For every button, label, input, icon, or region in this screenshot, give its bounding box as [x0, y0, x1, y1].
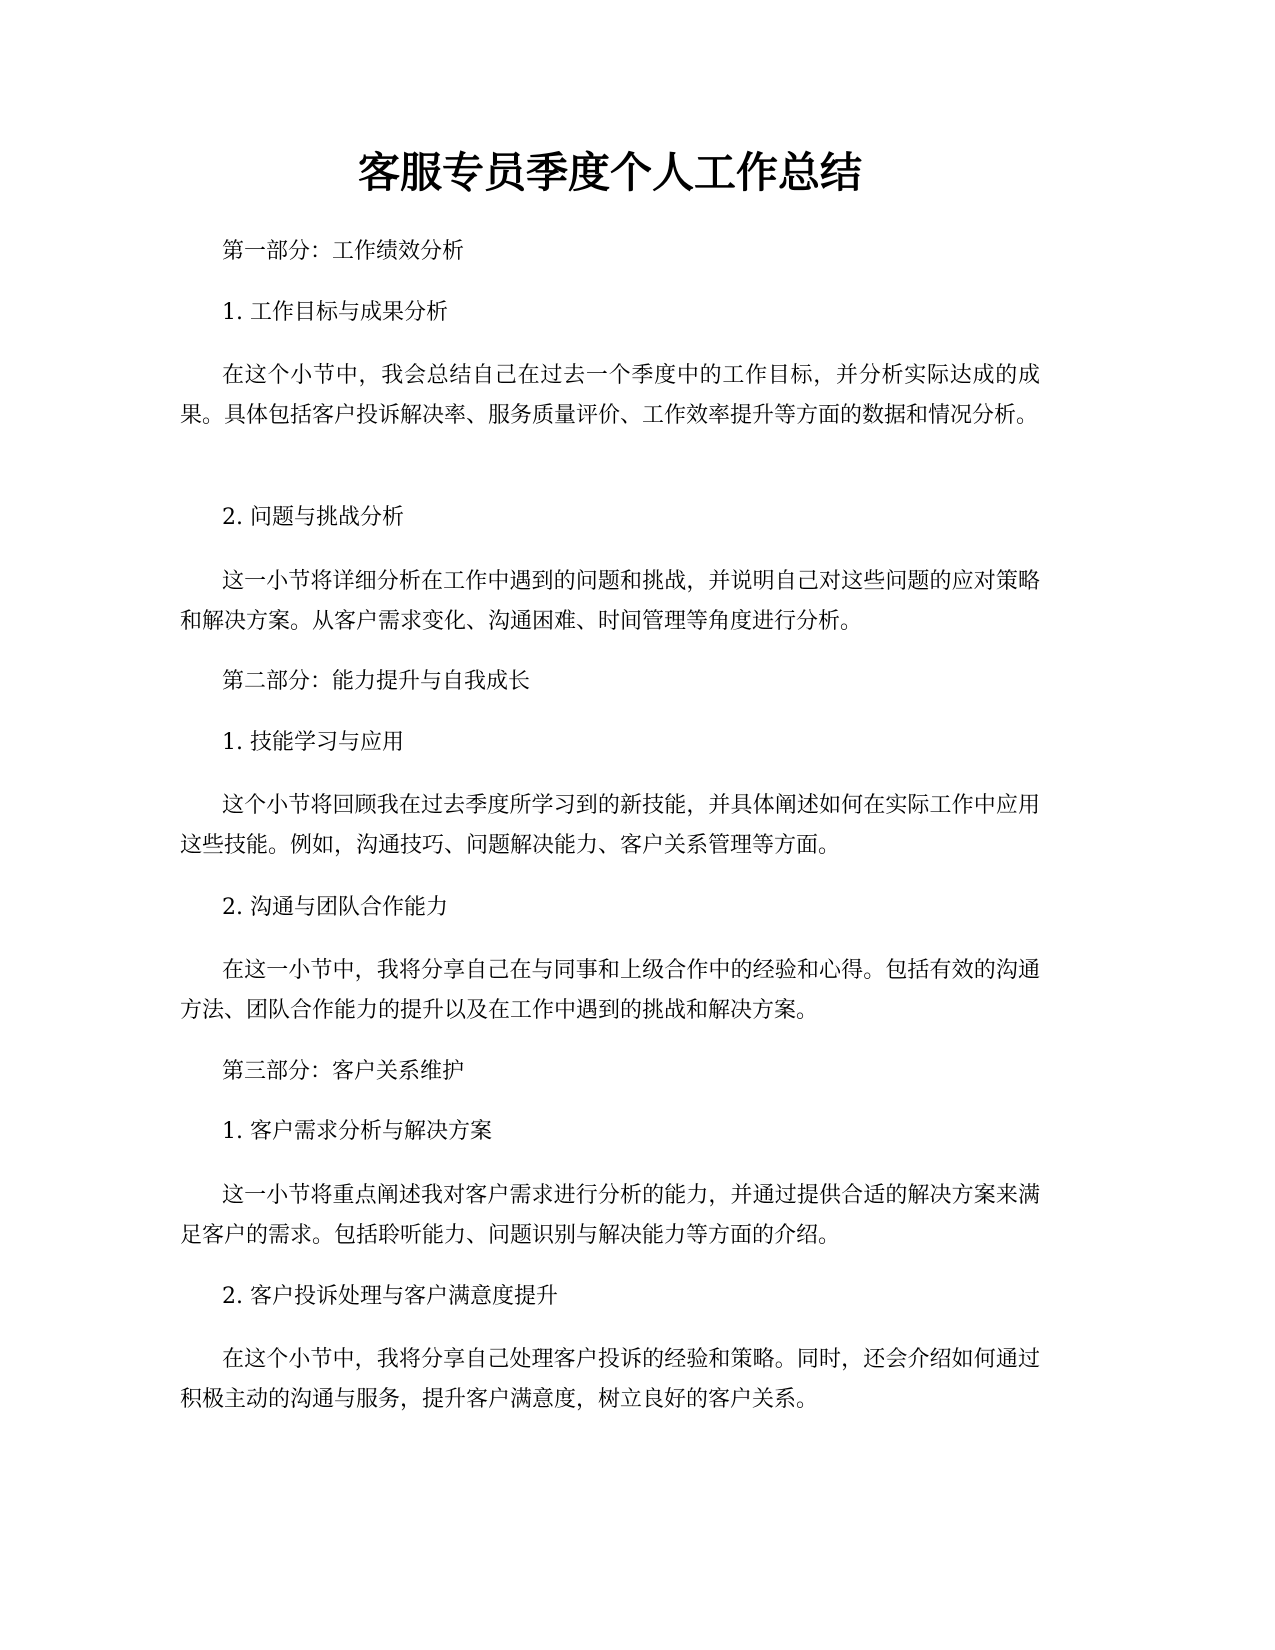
subsection-heading-1-2: 2. 问题与挑战分析 [222, 505, 404, 530]
section-heading-1: 第一部分：工作绩效分析 [222, 239, 465, 264]
paragraph-3-1: 这一小节将重点阐述我对客户需求进行分析的能力，并通过提供合适的解决方案来满足客户的需求。包括聆听能力、问题识别与解决能力等方面的介绍。 [180, 1183, 1040, 1248]
paragraph-1-1: 在这个小节中，我会总结自己在过去一个季度中的工作目标，并分析实际达成的成果。具体包括客户投诉解决率、服务质量评价、工作效率提升等方面的数据和情况分析。 [180, 363, 1040, 428]
document-title: 客服专员季度个人工作总结 [357, 148, 862, 197]
paragraph-1-2: 这一小节将详细分析在工作中遇到的问题和挑战，并说明自己对这些问题的应对策略和解决方案。从客户需求变化、沟通困难、时间管理等角度进行分析。 [180, 569, 1040, 634]
section-heading-3: 第三部分：客户关系维护 [222, 1059, 465, 1084]
subsection-heading-2-2: 2. 沟通与团队合作能力 [222, 895, 448, 920]
paragraph-2-1: 这个小节将回顾我在过去季度所学习到的新技能，并具体阐述如何在实际工作中应用这些技能。例如，沟通技巧、问题解决能力、客户关系管理等方面。 [180, 793, 1040, 858]
subsection-heading-3-2: 2. 客户投诉处理与客户满意度提升 [222, 1284, 558, 1309]
paragraph-2-2: 在这一小节中，我将分享自己在与同事和上级合作中的经验和心得。包括有效的沟通方法、团队合作能力的提升以及在工作中遇到的挑战和解决方案。 [180, 958, 1040, 1023]
subsection-heading-3-1: 1. 客户需求分析与解决方案 [222, 1119, 492, 1144]
paragraph-3-2: 在这个小节中，我将分享自己处理客户投诉的经验和策略。同时，还会介绍如何通过积极主动的沟通与服务，提升客户满意度，树立良好的客户关系。 [180, 1347, 1040, 1412]
subsection-heading-2-1: 1. 技能学习与应用 [222, 730, 404, 755]
section-heading-2: 第二部分：能力提升与自我成长 [222, 669, 531, 694]
subsection-heading-1-1: 1. 工作目标与成果分析 [222, 300, 448, 325]
